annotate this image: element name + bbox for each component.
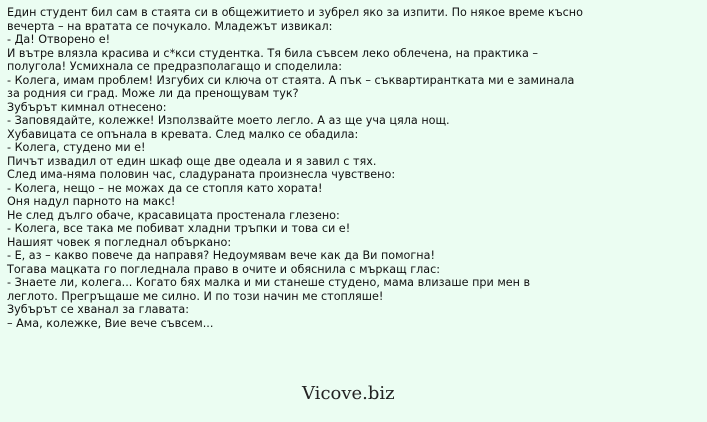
joke-line: - Колега, имам проблем! Изгубих си ключа от стаята. А пък – съквартирантката ми е заминала xyxy=(7,73,575,87)
joke-line: леглото. Прегръщаше ме силно. И по този начин ме стопляше! xyxy=(7,289,384,303)
joke-line: за родния си град. Може ли да пренощувам тук? xyxy=(7,87,299,100)
joke-text xyxy=(7,6,697,330)
joke-line: - Знаете ли, колега... Когато бях малка и ми станеше студено, мама влизаше при мен в xyxy=(7,276,531,289)
joke-line: Един студент бил сам в стаята си в общежитието и зубрел яко за изпити. По някое време късно xyxy=(7,6,583,19)
joke-line: Хубавицата се опънала в кревата. След малко се обадила: xyxy=(7,127,359,141)
joke-line: вечерта – на вратата се почукало. Младежът извикал: xyxy=(7,19,333,33)
joke-line: - Колега, все така ме побиват хладни тръпки и това си е! xyxy=(7,222,351,235)
joke-line: Нашият човек я погледнал объркано: xyxy=(7,235,232,249)
joke-line: - Колега, нещо – не можах да се стопля като хората! xyxy=(7,181,323,195)
joke-line: - Е, аз – какво повече да направя? Недоумявам вече как да Ви помогна! xyxy=(7,249,435,262)
joke-line: И вътре влязла красива и с*кси студентка. Тя била съвсем леко облечена, на практика – xyxy=(7,46,538,60)
site-watermark: Vicove.biz xyxy=(302,383,395,404)
joke-line: Тогава мацката го погледнала право в очите и обяснила с мъркащ глас: xyxy=(7,262,441,276)
joke-line: полугола! Усмихнала се предразполагащо и споделила: xyxy=(7,60,343,73)
joke-line: След има-няма половин час, сладураната произнесла чувствено: xyxy=(7,168,396,181)
joke-line: Зубърът се хванал за главата: xyxy=(7,303,190,316)
joke-line: Оня надул парното на макс! xyxy=(7,195,176,208)
joke-line: Не след дълго обаче, красавицата простенала глезено: xyxy=(7,208,340,222)
joke-line: - Да! Отворено е! xyxy=(7,33,111,46)
joke-line: - Заповядайте, колежке! Използвайте моето легло. А аз ще уча цяла нощ. xyxy=(7,114,450,127)
joke-line: - Колега, студено ми е! xyxy=(7,141,146,154)
joke-line: – Ама, колежке, Вие вече съвсем... xyxy=(7,316,214,330)
joke-line: Пичът извадил от един шкаф още две одеала и я завил с тях. xyxy=(7,154,377,168)
joke-line: Зубърът кимнал отнесено: xyxy=(7,100,167,114)
